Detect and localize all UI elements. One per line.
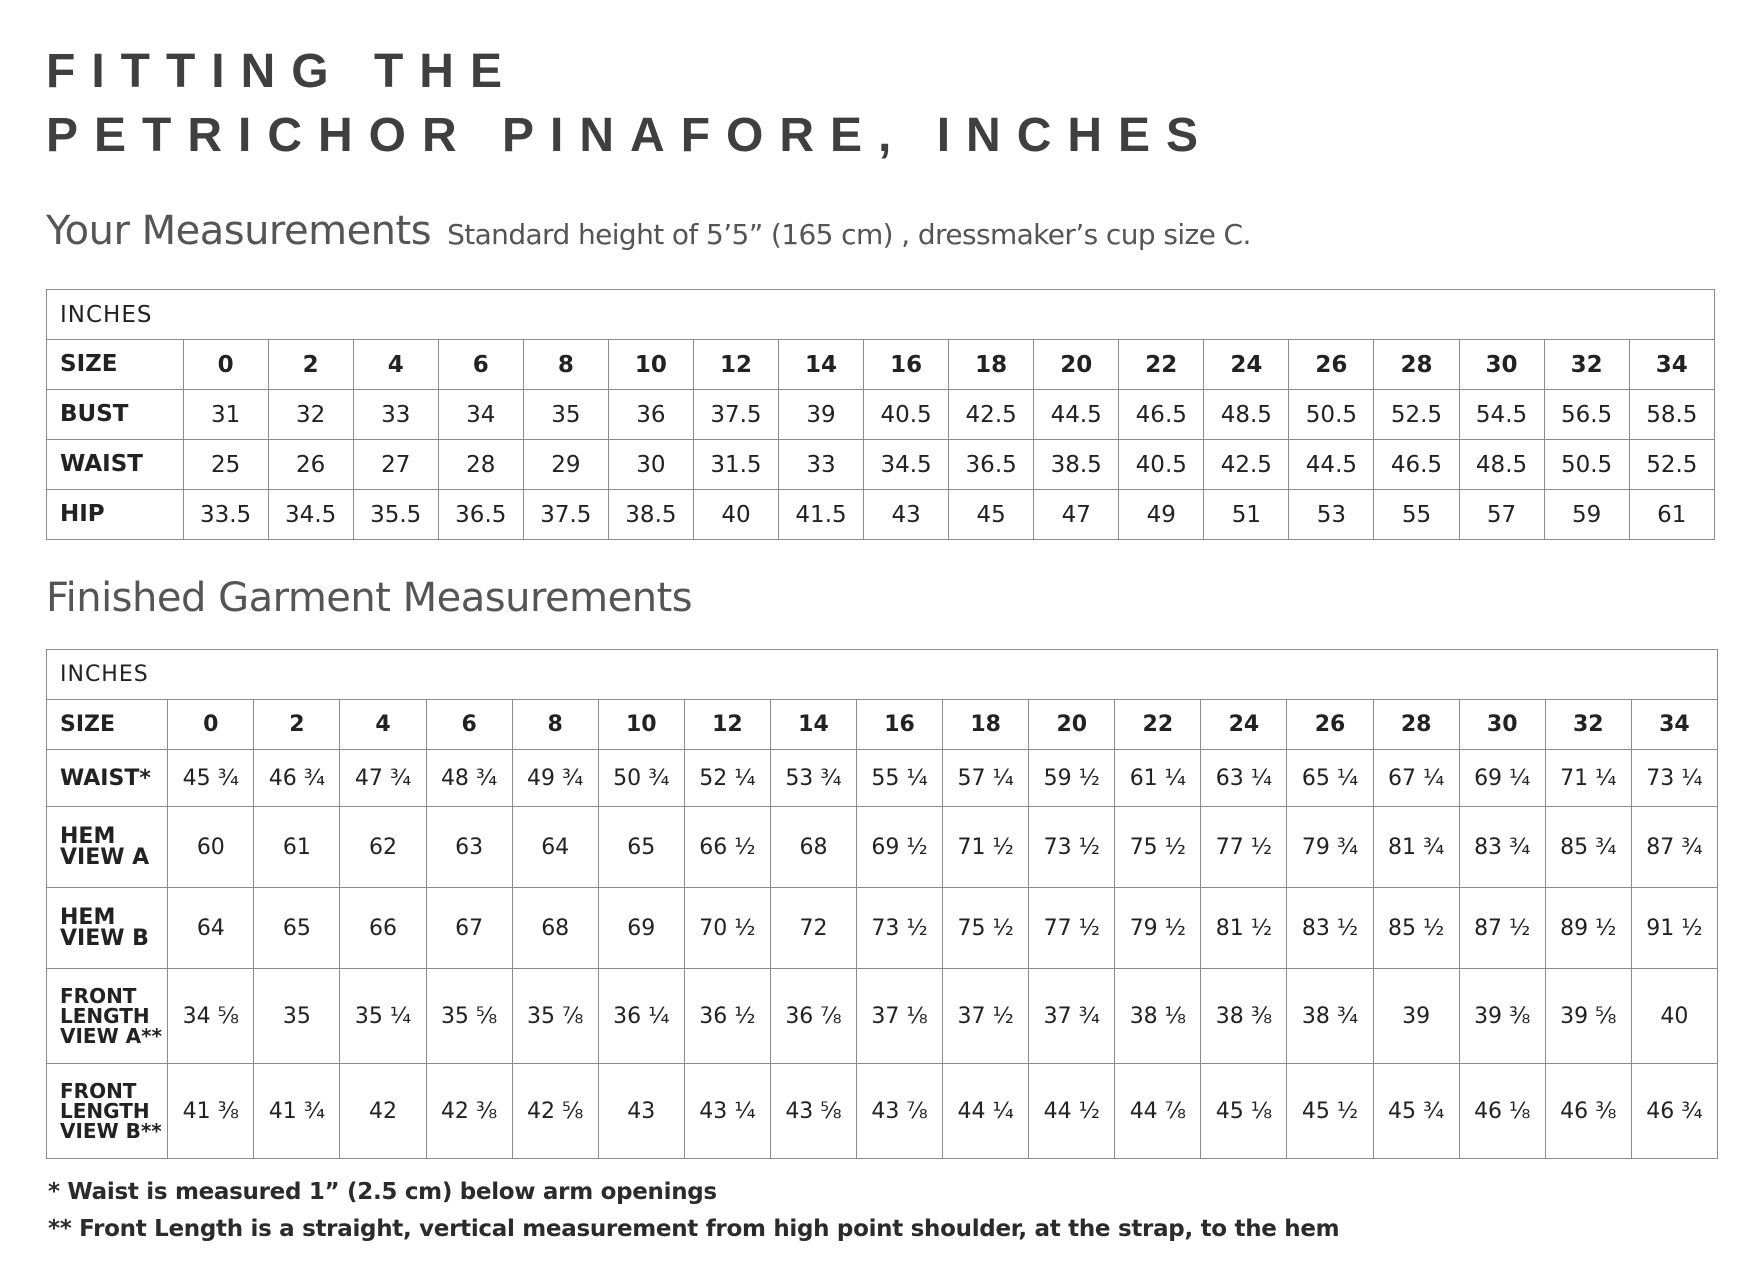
size-header-cell: 12 <box>693 340 778 390</box>
table-cell: 46 ¾ <box>254 750 340 807</box>
size-header-cell: 2 <box>254 700 340 750</box>
table-cell: 37.5 <box>523 490 608 540</box>
table-cell: 35.5 <box>353 490 438 540</box>
table-row <box>47 440 1715 490</box>
table-cell: 44.5 <box>1034 390 1119 440</box>
table-cell: 41 ⅜ <box>168 1064 254 1159</box>
your-measurements-heading: Your Measurements <box>46 208 432 254</box>
page-title <box>46 40 1214 168</box>
row-label <box>47 888 168 969</box>
table-cell: 52 ¼ <box>684 750 770 807</box>
size-header-cell: 32 <box>1544 340 1629 390</box>
table-cell: 39 ⅜ <box>1459 969 1545 1064</box>
size-header-cell: 24 <box>1201 700 1287 750</box>
table-cell: 69 ½ <box>857 807 943 888</box>
size-header-cell: 0 <box>183 340 268 390</box>
table-cell: 54.5 <box>1459 390 1544 440</box>
size-header-cell: 12 <box>684 700 770 750</box>
size-label: SIZE <box>47 340 184 390</box>
row-label-line: VIEW A <box>60 845 150 870</box>
table-cell: 34.5 <box>864 440 949 490</box>
row-label-line: VIEW A** <box>60 1024 163 1048</box>
table-cell: 79 ½ <box>1115 888 1201 969</box>
table-cell: 37 ¾ <box>1029 969 1115 1064</box>
size-header-cell: 16 <box>864 340 949 390</box>
table-cell: 46 ¾ <box>1631 1064 1717 1159</box>
size-header-cell: 28 <box>1374 340 1459 390</box>
table-cell: 35 <box>254 969 340 1064</box>
table-cell: 34.5 <box>268 490 353 540</box>
row-label: HIP <box>47 490 184 540</box>
row-label: BUST <box>47 390 184 440</box>
row-label-line: HEM <box>60 905 116 930</box>
table-cell: 85 ¾ <box>1545 807 1631 888</box>
row-label-line: HEM <box>60 824 116 849</box>
size-header-cell: 30 <box>1459 340 1544 390</box>
table-cell: 52.5 <box>1629 440 1714 490</box>
table-cell: 45 ⅛ <box>1201 1064 1287 1159</box>
table-cell: 50.5 <box>1544 440 1629 490</box>
table-cell: 70 ½ <box>684 888 770 969</box>
table-cell: 30 <box>608 440 693 490</box>
table-cell: 45 ¾ <box>1373 1064 1459 1159</box>
title-line-1: FITTING THE <box>46 45 518 98</box>
size-label: SIZE <box>47 700 168 750</box>
table-cell: 42 ⅜ <box>426 1064 512 1159</box>
row-label-line: VIEW B** <box>60 1119 162 1143</box>
table-cell: 71 ½ <box>943 807 1029 888</box>
table-cell: 91 ½ <box>1631 888 1717 969</box>
size-header-cell: 6 <box>438 340 523 390</box>
table-cell: 36 ⅞ <box>770 969 856 1064</box>
table-cell: 77 ½ <box>1029 888 1115 969</box>
table-cell: 36 ½ <box>684 969 770 1064</box>
finished-garment-heading: Finished Garment Measurements <box>46 575 693 621</box>
table-cell: 63 <box>426 807 512 888</box>
table-cell: 46.5 <box>1119 390 1204 440</box>
table-cell: 66 ½ <box>684 807 770 888</box>
table-cell: 67 ¼ <box>1373 750 1459 807</box>
size-header-cell: 18 <box>943 700 1029 750</box>
table-cell: 43 ¼ <box>684 1064 770 1159</box>
table-cell: 67 <box>426 888 512 969</box>
table-cell: 48 ¾ <box>426 750 512 807</box>
size-header-cell: 22 <box>1119 340 1204 390</box>
table-cell: 85 ½ <box>1373 888 1459 969</box>
table-cell: 69 ¼ <box>1459 750 1545 807</box>
row-label-line: FRONT <box>60 1079 137 1103</box>
table-cell: 38 ⅛ <box>1115 969 1201 1064</box>
row-label <box>47 807 168 888</box>
table-cell: 75 ½ <box>1115 807 1201 888</box>
table-cell: 45 ¾ <box>168 750 254 807</box>
table-cell: 46 ⅛ <box>1459 1064 1545 1159</box>
size-header-cell: 4 <box>353 340 438 390</box>
table-cell: 52.5 <box>1374 390 1459 440</box>
table-cell: 55 <box>1374 490 1459 540</box>
size-header-cell: 28 <box>1373 700 1459 750</box>
table-cell: 44 ½ <box>1029 1064 1115 1159</box>
row-label <box>47 969 168 1064</box>
table-row <box>47 969 1718 1064</box>
table-row <box>47 750 1718 807</box>
table-cell: 36 <box>608 390 693 440</box>
table-cell: 25 <box>183 440 268 490</box>
table-cell: 38 ¾ <box>1287 969 1373 1064</box>
size-header-cell: 14 <box>770 700 856 750</box>
table-cell: 57 ¼ <box>943 750 1029 807</box>
finished-garment-table <box>46 649 1718 1159</box>
table-cell: 45 <box>949 490 1034 540</box>
table-cell: 87 ¾ <box>1631 807 1717 888</box>
table-cell: 68 <box>770 807 856 888</box>
size-header-cell: 16 <box>857 700 943 750</box>
table-cell: 35 <box>523 390 608 440</box>
row-label-line: LENGTH <box>60 1099 150 1123</box>
your-measurements-table <box>46 289 1715 540</box>
table-cell: 61 ¼ <box>1115 750 1201 807</box>
table-cell: 39 <box>1373 969 1459 1064</box>
footnote-front-length: ** Front Length is a straight, vertical measurement from high point shoulder, at the strap, to the hem <box>48 1216 1340 1242</box>
table-cell: 60 <box>168 807 254 888</box>
table-cell: 63 ¼ <box>1201 750 1287 807</box>
table-cell: 83 ½ <box>1287 888 1373 969</box>
table-cell: 36 ¼ <box>598 969 684 1064</box>
table-cell: 57 <box>1459 490 1544 540</box>
size-header-cell: 6 <box>426 700 512 750</box>
table-cell: 72 <box>770 888 856 969</box>
title-line-2: PETRICHOR PINAFORE, INCHES <box>46 109 1215 162</box>
size-header-cell: 18 <box>949 340 1034 390</box>
table-cell: 33 <box>779 440 864 490</box>
table-cell: 61 <box>254 807 340 888</box>
footnote-waist: * Waist is measured 1” (2.5 cm) below arm openings <box>48 1179 717 1205</box>
table-cell: 47 ¾ <box>340 750 426 807</box>
table-cell: 37 ⅛ <box>857 969 943 1064</box>
table-cell: 43 <box>864 490 949 540</box>
table-cell: 28 <box>438 440 523 490</box>
table-cell: 43 ⅝ <box>770 1064 856 1159</box>
table-cell: 73 ¼ <box>1631 750 1717 807</box>
finished-garment-header <box>46 575 692 621</box>
size-header-cell: 10 <box>598 700 684 750</box>
table-cell: 50 ¾ <box>598 750 684 807</box>
table-cell: 33.5 <box>183 490 268 540</box>
table-row <box>47 490 1715 540</box>
table-cell: 81 ½ <box>1201 888 1287 969</box>
table-cell: 42.5 <box>949 390 1034 440</box>
table-row <box>47 888 1718 969</box>
table-cell: 81 ¾ <box>1373 807 1459 888</box>
table-cell: 50.5 <box>1289 390 1374 440</box>
table-cell: 65 <box>598 807 684 888</box>
row-label: WAIST <box>47 440 184 490</box>
table-cell: 33 <box>353 390 438 440</box>
units-label: INCHES <box>47 290 1715 340</box>
table-row <box>47 1064 1718 1159</box>
table-cell: 59 ½ <box>1029 750 1115 807</box>
table-cell: 73 ½ <box>857 888 943 969</box>
table-row <box>47 807 1718 888</box>
table-cell: 35 ⅝ <box>426 969 512 1064</box>
table-cell: 27 <box>353 440 438 490</box>
size-header-cell: 32 <box>1545 700 1631 750</box>
table-cell: 40 <box>693 490 778 540</box>
table-cell: 64 <box>512 807 598 888</box>
table-cell: 46.5 <box>1374 440 1459 490</box>
table-cell: 31 <box>183 390 268 440</box>
table-cell: 41.5 <box>779 490 864 540</box>
table-cell: 47 <box>1034 490 1119 540</box>
table-cell: 41 ¾ <box>254 1064 340 1159</box>
size-header-cell: 2 <box>268 340 353 390</box>
size-header-cell: 20 <box>1034 340 1119 390</box>
table-cell: 39 <box>779 390 864 440</box>
table-cell: 38.5 <box>608 490 693 540</box>
table-cell: 89 ½ <box>1545 888 1631 969</box>
table-cell: 26 <box>268 440 353 490</box>
table-cell: 37 ½ <box>943 969 1029 1064</box>
table-cell: 75 ½ <box>943 888 1029 969</box>
your-measurements-subtitle: Standard height of 5’5” (165 cm) , dressmaker’s cup size C. <box>447 218 1251 251</box>
row-label-line: WAIST* <box>60 765 151 791</box>
table-cell: 46 ⅜ <box>1545 1064 1631 1159</box>
table-cell: 48.5 <box>1204 390 1289 440</box>
footnotes <box>48 1174 1339 1248</box>
size-header-cell: 8 <box>512 700 598 750</box>
table-cell: 45 ½ <box>1287 1064 1373 1159</box>
table-cell: 62 <box>340 807 426 888</box>
table-cell: 36.5 <box>949 440 1034 490</box>
units-row <box>47 290 1715 340</box>
table-cell: 64 <box>168 888 254 969</box>
table-cell: 38 ⅜ <box>1201 969 1287 1064</box>
table-cell: 44 ¼ <box>943 1064 1029 1159</box>
table-cell: 39 ⅝ <box>1545 969 1631 1064</box>
table-cell: 59 <box>1544 490 1629 540</box>
size-header-cell: 20 <box>1029 700 1115 750</box>
size-row <box>47 700 1718 750</box>
table-cell: 43 <box>598 1064 684 1159</box>
table-cell: 79 ¾ <box>1287 807 1373 888</box>
table-cell: 34 ⅝ <box>168 969 254 1064</box>
table-cell: 40.5 <box>864 390 949 440</box>
size-header-cell: 34 <box>1631 700 1717 750</box>
size-row <box>47 340 1715 390</box>
table-cell: 83 ¾ <box>1459 807 1545 888</box>
table-cell: 73 ½ <box>1029 807 1115 888</box>
table-cell: 42 ⅝ <box>512 1064 598 1159</box>
size-header-cell: 24 <box>1204 340 1289 390</box>
size-header-cell: 26 <box>1289 340 1374 390</box>
table-cell: 42 <box>340 1064 426 1159</box>
size-header-cell: 4 <box>340 700 426 750</box>
table-cell: 40.5 <box>1119 440 1204 490</box>
table-cell: 42.5 <box>1204 440 1289 490</box>
table-cell: 48.5 <box>1459 440 1544 490</box>
size-header-cell: 0 <box>168 700 254 750</box>
table-cell: 71 ¼ <box>1545 750 1631 807</box>
size-header-cell: 8 <box>523 340 608 390</box>
table-cell: 53 ¾ <box>770 750 856 807</box>
table-cell: 58.5 <box>1629 390 1714 440</box>
table-cell: 31.5 <box>693 440 778 490</box>
table-cell: 65 <box>254 888 340 969</box>
table-cell: 69 <box>598 888 684 969</box>
table-cell: 35 ¼ <box>340 969 426 1064</box>
units-label: INCHES <box>47 650 1718 700</box>
size-header-cell: 30 <box>1459 700 1545 750</box>
table-cell: 61 <box>1629 490 1714 540</box>
units-row <box>47 650 1718 700</box>
table-cell: 40 <box>1631 969 1717 1064</box>
table-row <box>47 390 1715 440</box>
size-header-cell: 22 <box>1115 700 1201 750</box>
row-label-line: LENGTH <box>60 1004 150 1028</box>
size-header-cell: 14 <box>779 340 864 390</box>
your-measurements-header <box>46 208 1251 254</box>
row-label-line: VIEW B <box>60 926 149 951</box>
table-cell: 55 ¼ <box>857 750 943 807</box>
table-cell: 29 <box>523 440 608 490</box>
row-label <box>47 750 168 807</box>
table-cell: 37.5 <box>693 390 778 440</box>
table-cell: 32 <box>268 390 353 440</box>
table-cell: 44 ⅞ <box>1115 1064 1201 1159</box>
table-cell: 38.5 <box>1034 440 1119 490</box>
table-cell: 56.5 <box>1544 390 1629 440</box>
table-cell: 49 ¾ <box>512 750 598 807</box>
size-header-cell: 10 <box>608 340 693 390</box>
table-cell: 43 ⅞ <box>857 1064 943 1159</box>
table-cell: 51 <box>1204 490 1289 540</box>
table-cell: 77 ½ <box>1201 807 1287 888</box>
size-header-cell: 26 <box>1287 700 1373 750</box>
table-cell: 44.5 <box>1289 440 1374 490</box>
table-cell: 87 ½ <box>1459 888 1545 969</box>
table-cell: 35 ⅞ <box>512 969 598 1064</box>
table-cell: 49 <box>1119 490 1204 540</box>
table-cell: 66 <box>340 888 426 969</box>
table-cell: 65 ¼ <box>1287 750 1373 807</box>
table-cell: 53 <box>1289 490 1374 540</box>
row-label-line: FRONT <box>60 984 137 1008</box>
table-cell: 36.5 <box>438 490 523 540</box>
size-header-cell: 34 <box>1629 340 1714 390</box>
row-label <box>47 1064 168 1159</box>
table-cell: 68 <box>512 888 598 969</box>
table-cell: 34 <box>438 390 523 440</box>
